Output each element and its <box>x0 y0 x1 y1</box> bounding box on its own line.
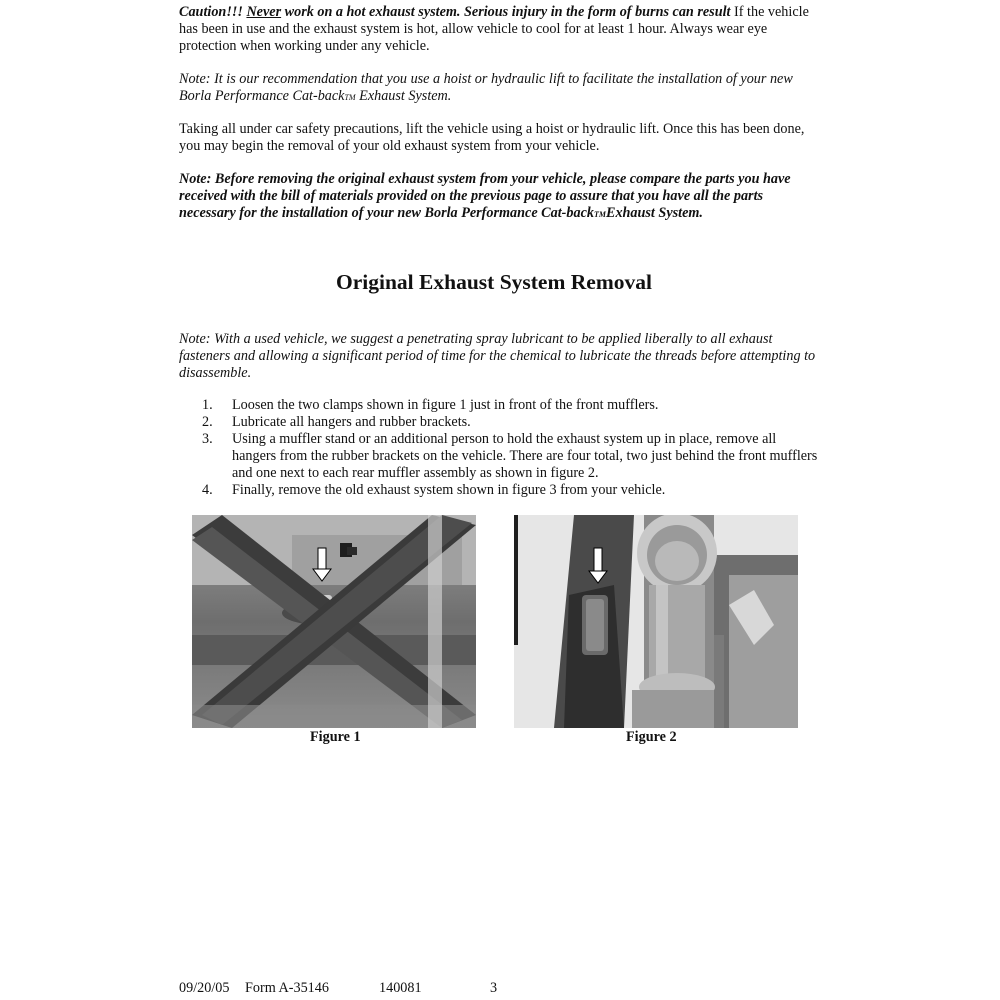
step-number: 3. <box>202 431 213 447</box>
lubricant-note: Note: With a used vehicle, we suggest a penetrating spray lubricant to be applied liberally to all exhaust fasteners and allowing a significant period of time for the chemical to lubricate the threads before attempting to disassemble. <box>179 331 816 381</box>
safety-paragraph: Taking all under car safety precautions, lift the vehicle using a hoist or hydraulic lift. Once this has been done, you may begin the removal of your old exhaust system from your vehicle. <box>179 121 805 154</box>
step-text: Lubricate all hangers and rubber brackets. <box>232 414 471 430</box>
step-number: 4. <box>202 482 213 498</box>
section-heading: Original Exhaust System Removal <box>336 270 652 294</box>
hoist-note <box>179 71 819 106</box>
figure-2-photo <box>514 515 798 728</box>
parts-note-tm: TM <box>593 210 606 219</box>
parts-note-end: Exhaust System. <box>605 205 703 221</box>
parts-note <box>179 171 819 223</box>
step-item <box>202 431 822 482</box>
step-text: Loosen the two clamps shown in figure 1 just in front of the front mufflers. <box>232 397 659 413</box>
footer-code: 140081 <box>379 980 422 996</box>
footer-date: 09/20/05 <box>179 980 230 996</box>
caution-paragraph <box>179 4 819 55</box>
parts-note-text: Note: Before removing the original exhaust system from your vehicle, please compare the parts you have received with the bill of materials provided on the previous page to assure that you have all the parts necessary for the installation of your new Borla Performance Cat-back <box>179 171 791 221</box>
footer-page-number: 3 <box>490 980 498 996</box>
step-item <box>202 482 822 499</box>
caution-body: If the vehicle has been in use and the exhaust system is hot, allow vehicle to cool for at least 1 hour. Always wear eye protection when working under any vehicle. <box>179 4 809 54</box>
caution-lead: Caution!!! <box>179 4 247 20</box>
removal-steps-list <box>202 397 822 499</box>
figure-2-caption: Figure 2 <box>626 729 677 745</box>
caution-never: Never <box>246 4 282 20</box>
step-item <box>202 397 822 414</box>
step-text: Using a muffler stand or an additional person to hold the exhaust system up in place, remove all hangers from the rubber brackets on the vehicle. There are four total, two just behind the front mufflers and one next to each rear muffler assembly as shown in figure 2. <box>232 431 818 481</box>
step-item <box>202 414 822 431</box>
hoist-note-tm: TM <box>344 93 356 102</box>
caution-warning: work on a hot exhaust system. Serious injury in the form of burns can result <box>281 4 731 20</box>
figure-1-photo <box>192 515 476 728</box>
footer-form: Form A-35146 <box>245 980 329 996</box>
figure-1-caption: Figure 1 <box>310 729 361 745</box>
step-number: 1. <box>202 397 213 413</box>
step-number: 2. <box>202 414 213 430</box>
hoist-note-text: Note: It is our recommendation that you use a hoist or hydraulic lift to facilitate the installation of your new Borla Performance Cat-back <box>179 71 793 104</box>
hoist-note-end: Exhaust System. <box>355 88 452 104</box>
step-text: Finally, remove the old exhaust system shown in figure 3 from your vehicle. <box>232 482 666 498</box>
